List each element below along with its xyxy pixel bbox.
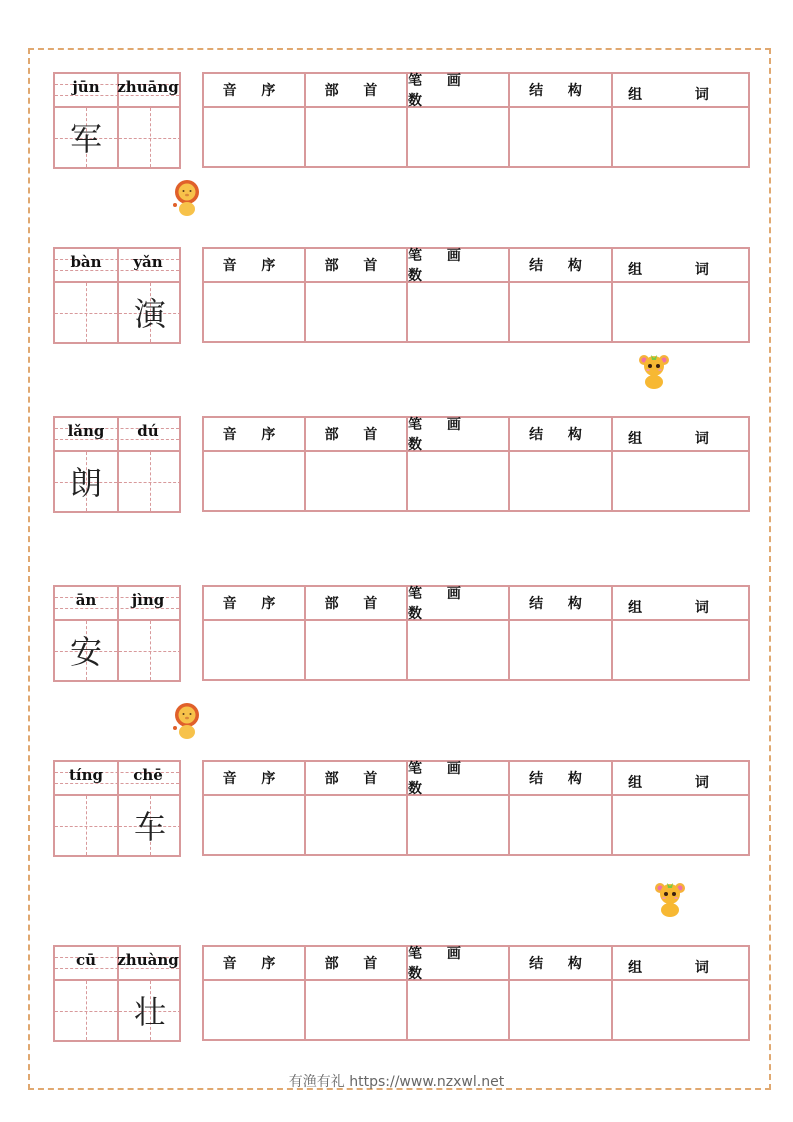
answer-cell[interactable] <box>408 796 510 854</box>
answer-cell[interactable] <box>510 796 613 854</box>
table-header-cell: 音 序 <box>204 587 306 621</box>
table-header-cell: 组 词 <box>613 418 748 452</box>
bear-mascot-icon <box>637 352 671 390</box>
table-header-cell: 组 词 <box>613 587 748 621</box>
answer-cell[interactable] <box>204 283 306 341</box>
pinyin-text: ān <box>75 591 97 609</box>
pinyin-text: bàn <box>70 253 102 271</box>
word-row <box>0 760 793 860</box>
writing-cell[interactable] <box>119 108 181 167</box>
table-header-cell: 结 构 <box>510 762 613 796</box>
table-header-cell: 部 首 <box>306 762 408 796</box>
pinyin-text: lǎng <box>67 422 105 440</box>
table-header-cell: 音 序 <box>204 249 306 283</box>
answer-cell[interactable] <box>204 108 306 166</box>
hanzi-character: 朗 <box>69 464 102 502</box>
table-header-cell: 组 词 <box>613 762 748 796</box>
table-header-cell: 笔 画 数 <box>408 947 510 981</box>
answer-cell[interactable] <box>613 796 748 854</box>
pinyin-text: jūn <box>72 78 100 96</box>
answer-cell[interactable] <box>510 283 613 341</box>
table-header-cell: 音 序 <box>204 762 306 796</box>
table-header-cell: 笔 画 数 <box>408 249 510 283</box>
pinyin-text: tíng <box>68 766 104 784</box>
answer-cell[interactable] <box>510 108 613 166</box>
table-header-cell: 组 词 <box>613 74 748 108</box>
pinyin-text: chē <box>133 766 163 784</box>
answer-cell[interactable] <box>306 981 408 1039</box>
answer-cell[interactable] <box>306 452 408 510</box>
answer-cell[interactable] <box>306 796 408 854</box>
answer-cell[interactable] <box>306 108 408 166</box>
answer-cell[interactable] <box>408 452 510 510</box>
table-header-cell: 部 首 <box>306 418 408 452</box>
hanzi-character: 壮 <box>133 993 166 1031</box>
writing-cell[interactable] <box>119 621 181 680</box>
table-header-cell: 结 构 <box>510 587 613 621</box>
tianzige-grid <box>53 247 181 344</box>
writing-cell[interactable] <box>55 981 117 1040</box>
pinyin-text: dú <box>137 422 159 440</box>
answer-cell[interactable] <box>204 452 306 510</box>
answer-cell[interactable] <box>510 981 613 1039</box>
lion-mascot-icon <box>170 179 204 217</box>
hanzi-character: 演 <box>133 295 166 333</box>
word-row <box>0 72 793 172</box>
pinyin-text: jìng <box>131 591 165 609</box>
page-border-frame <box>28 48 771 1090</box>
answer-cell[interactable] <box>204 621 306 679</box>
tianzige-grid <box>53 585 181 682</box>
table-header-cell: 音 序 <box>204 74 306 108</box>
answer-cell[interactable] <box>613 981 748 1039</box>
table-header-cell: 音 序 <box>204 418 306 452</box>
answer-cell[interactable] <box>306 621 408 679</box>
character-analysis-table <box>202 585 750 681</box>
answer-cell[interactable] <box>306 283 408 341</box>
table-header-cell: 部 首 <box>306 947 408 981</box>
lion-mascot-icon <box>170 702 204 740</box>
table-header-cell: 结 构 <box>510 947 613 981</box>
table-header-cell: 结 构 <box>510 74 613 108</box>
word-row <box>0 945 793 1045</box>
answer-cell[interactable] <box>408 283 510 341</box>
table-header-cell: 笔 画 数 <box>408 74 510 108</box>
answer-cell[interactable] <box>613 452 748 510</box>
table-header-cell: 笔 画 数 <box>408 418 510 452</box>
table-header-cell: 笔 画 数 <box>408 587 510 621</box>
table-header-cell: 笔 画 数 <box>408 762 510 796</box>
pinyin-text: cū <box>75 951 97 969</box>
pinyin-text: yǎn <box>133 253 163 271</box>
answer-cell[interactable] <box>613 283 748 341</box>
answer-cell[interactable] <box>408 108 510 166</box>
table-header-cell: 组 词 <box>613 249 748 283</box>
hanzi-character: 军 <box>69 120 102 158</box>
hanzi-character: 车 <box>133 808 166 846</box>
tianzige-grid <box>53 760 181 857</box>
tianzige-grid <box>53 72 181 169</box>
writing-cell[interactable] <box>55 796 117 855</box>
word-row <box>0 416 793 516</box>
footer-watermark: 有渔有礼 https://www.nzxwl.net <box>288 1074 505 1090</box>
table-header-cell: 组 词 <box>613 947 748 981</box>
table-header-cell: 部 首 <box>306 249 408 283</box>
hanzi-character: 安 <box>69 633 102 671</box>
table-header-cell: 部 首 <box>306 74 408 108</box>
table-header-cell: 音 序 <box>204 947 306 981</box>
table-header-cell: 部 首 <box>306 587 408 621</box>
table-header-cell: 结 构 <box>510 418 613 452</box>
tianzige-grid <box>53 416 181 513</box>
character-analysis-table <box>202 945 750 1041</box>
answer-cell[interactable] <box>204 796 306 854</box>
word-row <box>0 585 793 685</box>
answer-cell[interactable] <box>613 621 748 679</box>
character-analysis-table <box>202 72 750 168</box>
answer-cell[interactable] <box>408 621 510 679</box>
answer-cell[interactable] <box>613 108 748 166</box>
answer-cell[interactable] <box>510 621 613 679</box>
answer-cell[interactable] <box>510 452 613 510</box>
bear-mascot-icon <box>653 880 687 918</box>
writing-cell[interactable] <box>55 283 117 342</box>
character-analysis-table <box>202 247 750 343</box>
table-header-cell: 结 构 <box>510 249 613 283</box>
pinyin-text: zhuāng <box>117 78 179 96</box>
tianzige-grid <box>53 945 181 1042</box>
character-analysis-table <box>202 760 750 856</box>
word-row <box>0 247 793 347</box>
answer-cell[interactable] <box>408 981 510 1039</box>
writing-cell[interactable] <box>119 452 181 511</box>
answer-cell[interactable] <box>204 981 306 1039</box>
pinyin-text: zhuàng <box>117 951 179 969</box>
character-analysis-table <box>202 416 750 512</box>
